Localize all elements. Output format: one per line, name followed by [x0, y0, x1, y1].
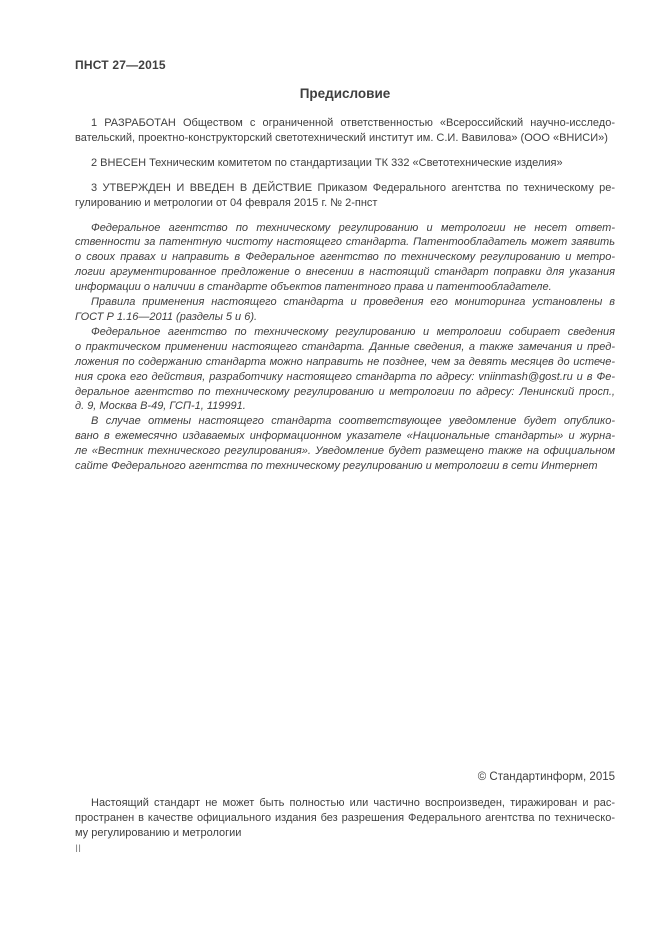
foreword-paragraph-3-line: гулированию и метрологии от 04 февраля 2015 г. № 2-пнст: [75, 196, 378, 209]
foreword-paragraph-7-line: вано в ежемесячно издаваемых информационном указателе «Национальные стандарты» и журна-: [75, 430, 615, 443]
foreword-paragraph-6-line: деральное агентство по техническому регулированию и метрологии по адресу: Ленинский просп.,: [75, 385, 615, 398]
foreword-paragraph-7-line: сайте Федерального агентства по техническому регулированию и метрологии в сети Интернет: [75, 460, 598, 473]
foreword-paragraph-4-line: ственности за патентную чистоту настоящего стандарта. Патентообладатель может заявить: [75, 236, 615, 249]
foreword-paragraph-1: [75, 116, 615, 146]
restriction-notice-line: пространен в качестве официального издания без разрешения Федерального агентства по техническо-: [75, 812, 615, 825]
foreword-paragraph-4: [75, 221, 615, 296]
foreword-paragraph-7: [75, 414, 615, 474]
foreword-paragraph-5: [75, 295, 615, 325]
foreword-paragraph-6-line: о практическом применении настоящего стандарта. Данные сведения, а также замечания и пред-: [75, 340, 615, 353]
foreword-paragraph-4-line: о своих правах и направить в Федеральное агентство по техническому регулированию и метро-: [75, 251, 615, 264]
foreword-paragraph-2-line: 2 ВНЕСЕН Техническим комитетом по стандартизации ТК 332 «Светотехнические изделия»: [91, 156, 563, 169]
foreword-paragraph-7-line: В случае отмены настоящего стандарта соответствующее уведомление будет опублико-: [91, 415, 615, 428]
foreword-paragraph-6-line: Федеральное агентство по техническому регулированию и метрологии собирает сведения: [91, 325, 615, 338]
restriction-notice-line: му регулированию и метрологии: [75, 827, 242, 840]
foreword-paragraph-4-line: информации о наличии в стандарте объектов патентного права и патентообладателе.: [75, 281, 552, 294]
foreword-paragraph-2: [75, 156, 615, 171]
page-number: II: [75, 843, 82, 855]
foreword-paragraph-5-line: Правила применения настоящего стандарта и проведения его мониторинга установлены в: [91, 296, 615, 309]
foreword-paragraph-5-line: ГОСТ Р 1.16—2011 (разделы 5 и 6).: [75, 310, 258, 323]
restriction-notice-line: Настоящий стандарт не может быть полностью или частично воспроизведен, тиражирован и рас-: [91, 797, 615, 809]
foreword-paragraph-1-line: 1 РАЗРАБОТАН Обществом с ограниченной ответственностью «Всероссийский научно-исследо-: [91, 117, 615, 129]
foreword-title: Предисловие: [299, 86, 391, 101]
foreword-paragraph-4-line: логии аргументированное предложение о внесении в настоящий стандарт поправки для указания: [75, 266, 615, 279]
copyright-notice: © Стандартинформ, 2015: [477, 771, 615, 783]
foreword-paragraph-6-line: д. 9, Москва В-49, ГСП-1, 119991.: [75, 400, 246, 413]
foreword-body: [75, 116, 615, 474]
foreword-paragraph-6: [75, 325, 615, 414]
foreword-paragraph-6-line: ния срока его действия, разработчику настоящего стандарта по адресу: vniinmash@gost.ru и в Фе-: [75, 370, 615, 383]
foreword-paragraph-3: [75, 181, 615, 211]
foreword-paragraph-6-line: ложения по содержанию стандарта можно направить не позднее, чем за девять месяцев до истече-: [75, 355, 615, 368]
foreword-paragraph-4-line: Федеральное агентство по техническому регулированию и метрологии не несет ответ-: [91, 221, 615, 234]
standard-designation: ПНСТ 27—2015: [75, 58, 166, 72]
foreword-paragraph-1-line: вательский, проектно-конструкторский светотехнический институт им. С.И. Вавилова» (ООО «ВНИСИ»): [75, 131, 608, 144]
foreword-paragraph-7-line: ле «Вестник технического регулирования». Уведомление будет размещено также на официальном: [75, 445, 615, 458]
restriction-notice: [75, 796, 615, 842]
foreword-paragraph-3-line: 3 УТВЕРЖДЕН И ВВЕДЕН В ДЕЙСТВИЕ Приказом Федерального агентства по техническому ре-: [91, 181, 615, 194]
